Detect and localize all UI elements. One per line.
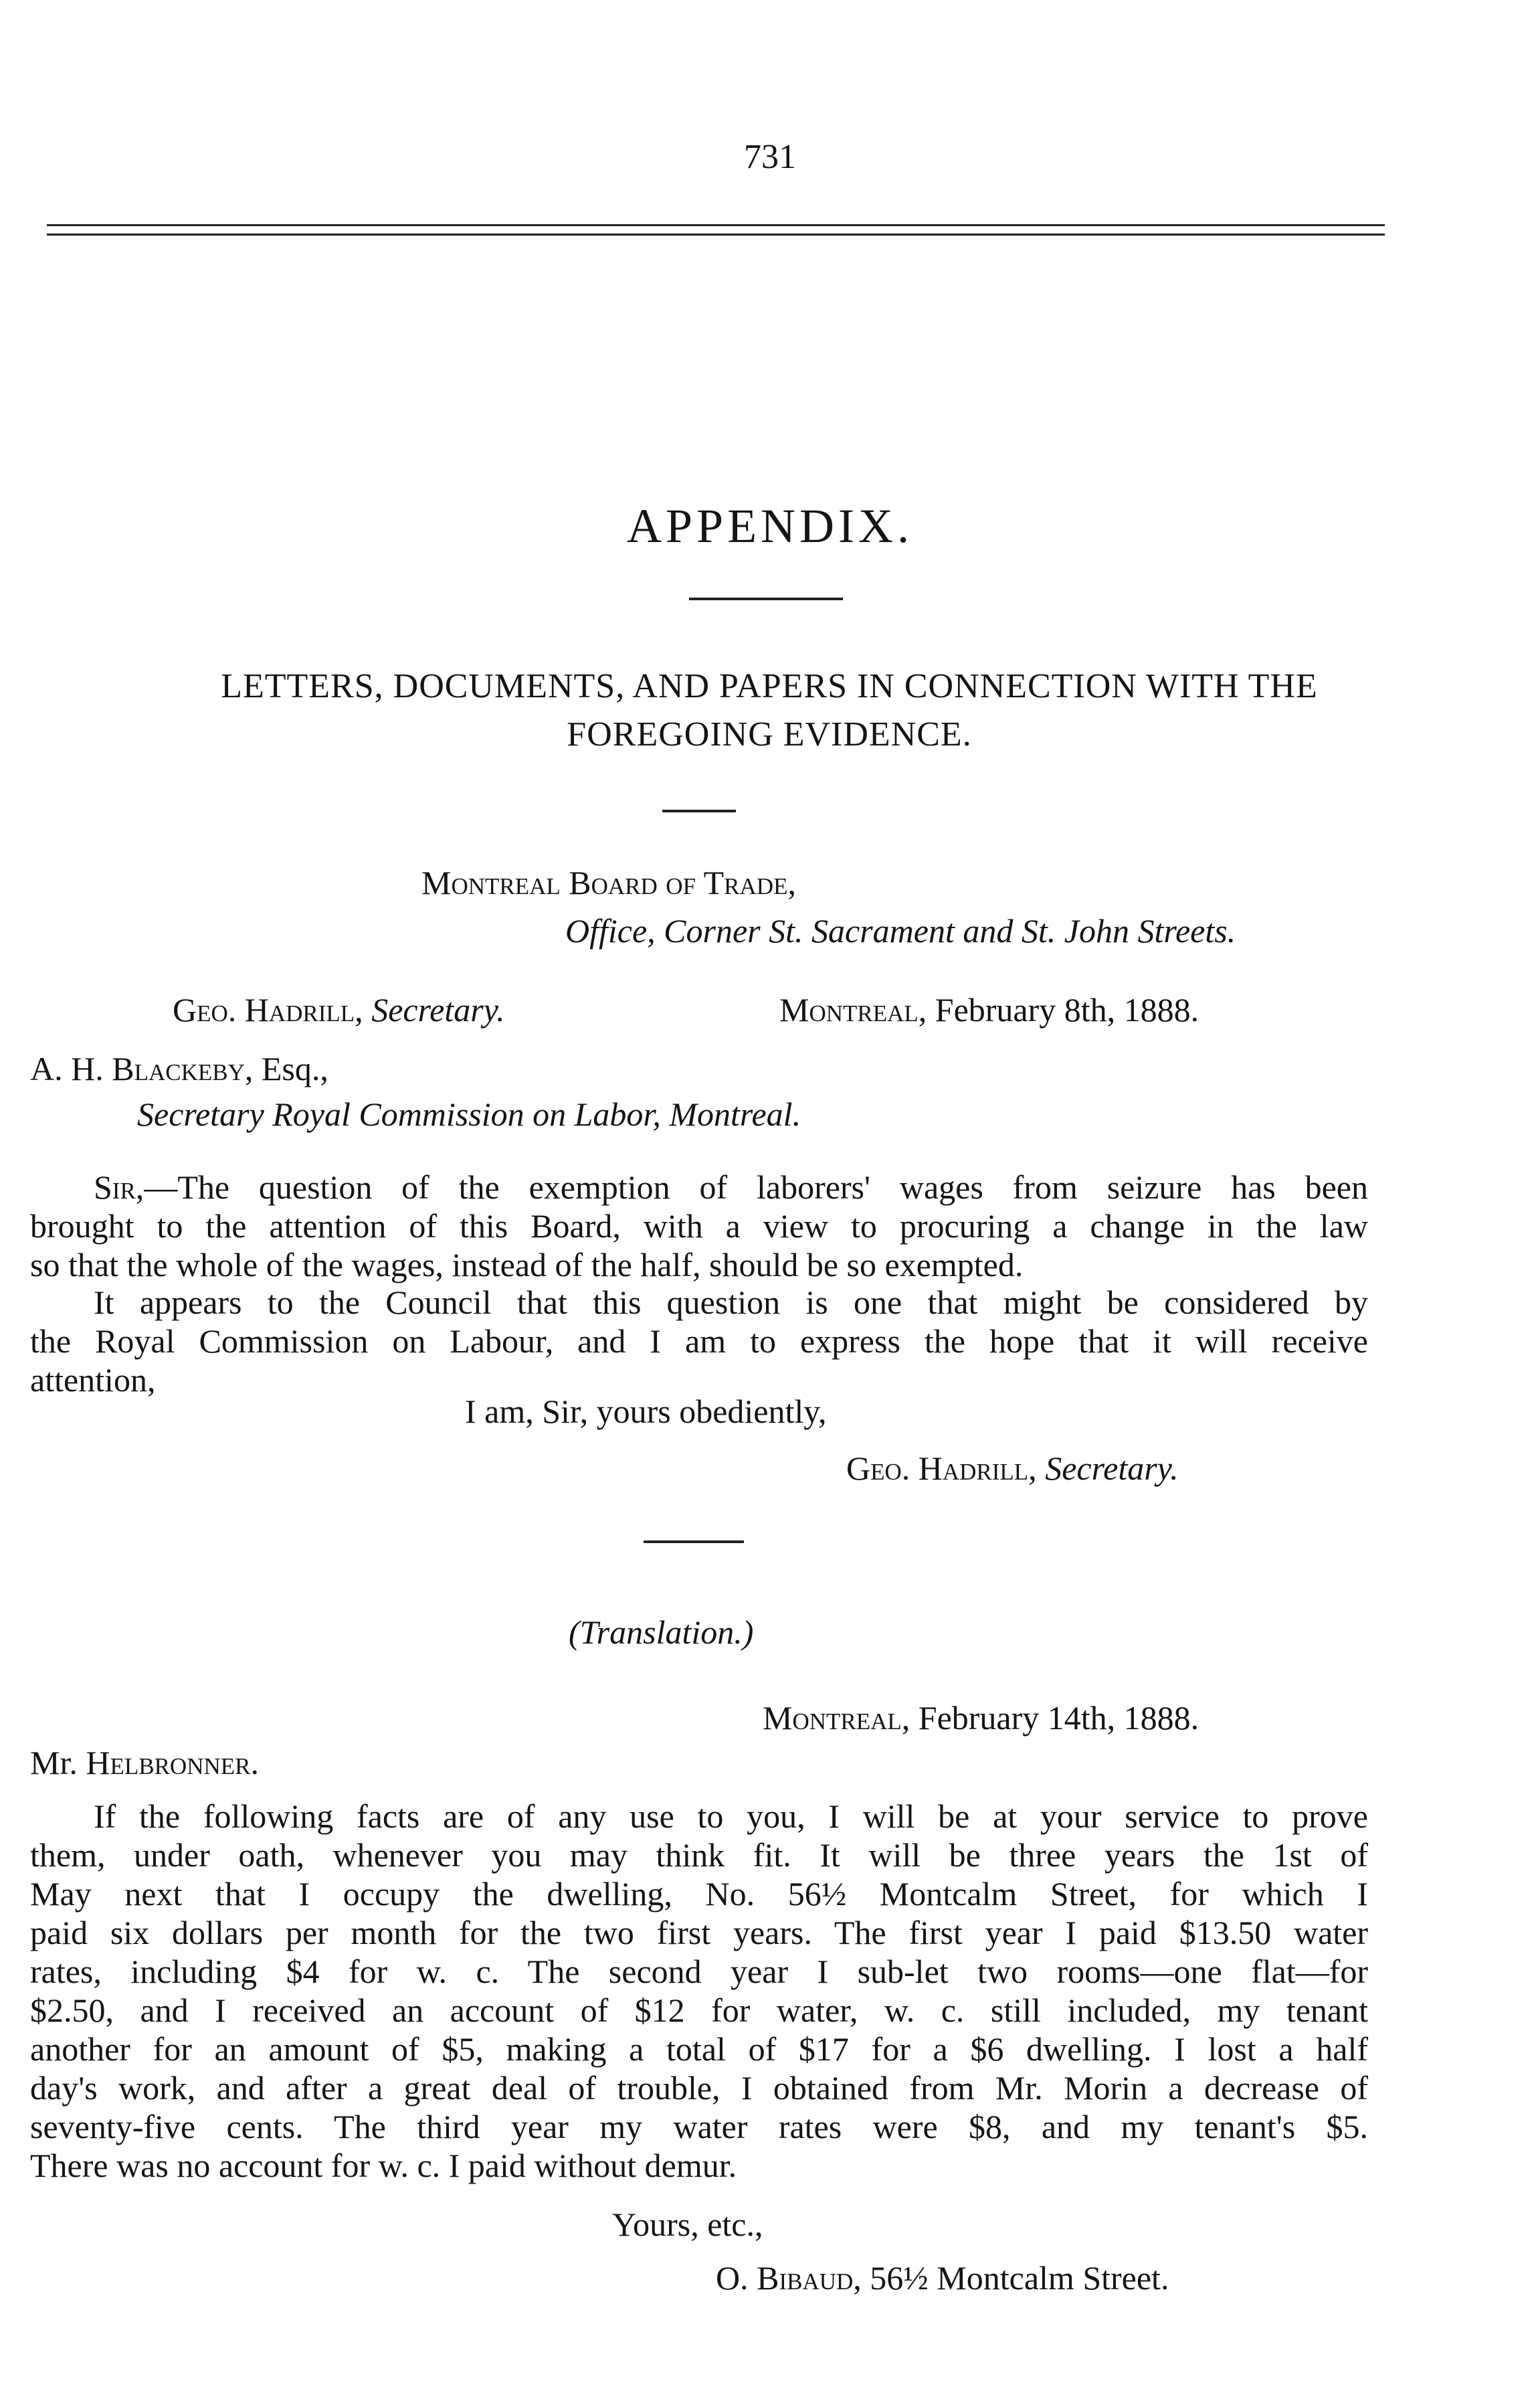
letter2-addressee xyxy=(30,1743,259,1782)
letter2-dateline xyxy=(763,1698,1199,1737)
letter2-body-line-4: paid six dollars per month for the two first years. The first year I paid $13.50 water xyxy=(30,1914,1368,1951)
letter1-paragraph-2 xyxy=(30,1283,1368,1399)
letter2-body-line-9: seventy-five cents. The third year my water rates were $8, and my tenant's $5. xyxy=(30,2108,1368,2145)
letter1-secretary-name: Geo. Hadrill, xyxy=(173,991,363,1029)
letter2-body-line-3: May next that I occupy the dwelling, No. 56½ Montcalm Street, for which I xyxy=(30,1875,1368,1913)
letter1-secretary-title: Secretary. xyxy=(371,991,505,1029)
subtitle-line-2: FOREGOING EVIDENCE. xyxy=(567,715,972,753)
letter1-p1-line-2: brought to the attention of this Board, with a view to procuring a change in the law xyxy=(30,1207,1368,1245)
appendix-title: APPENDIX. xyxy=(626,499,914,553)
appendix-subtitle xyxy=(54,662,1485,759)
letter1-salutation: Sir, xyxy=(94,1168,145,1206)
letter1-office: Office, Corner St. Sacrament and St. John Streets. xyxy=(565,912,1236,950)
letter2-place: Montreal, xyxy=(763,1699,910,1737)
subtitle-line-1: LETTERS, DOCUMENTS, AND PAPERS IN CONNECTION WITH THE xyxy=(221,667,1318,705)
letter1-addressee-suffix: Esq., xyxy=(261,1050,328,1087)
letter2-addressee-prefix: Mr. xyxy=(30,1744,78,1781)
letter1-dateline xyxy=(779,990,1199,1029)
letter-separator-rule xyxy=(644,1540,744,1543)
letter1-signature-title: Secretary. xyxy=(1045,1449,1179,1487)
letter1-addressee-name: A. H. Blackeby, xyxy=(30,1050,254,1087)
letter2-signature xyxy=(716,2258,1169,2297)
letter1-p1-line-3: so that the whole of the wages, instead of the half, should be so exempted. xyxy=(30,1246,1024,1283)
letter1-secretary-line xyxy=(173,990,505,1029)
page-number: 731 xyxy=(744,138,796,176)
letter2-body-line-6: $2.50, and I received an account of $12 for water, w. c. still included, my tenant xyxy=(30,1991,1368,2029)
letter2-body-line-10: There was no account for w. c. I paid without demur. xyxy=(30,2147,737,2184)
letter2-body-line-5: rates, including $4 for w. c. The second year I sub-let two rooms—one flat—for xyxy=(30,1953,1368,1990)
subtitle-rule xyxy=(662,810,736,812)
letter1-date: February 8th, 1888. xyxy=(935,991,1199,1029)
letter1-p2-line-3: attention, xyxy=(30,1361,156,1399)
letter2-body-line-7: another for an amount of $5, making a total of $17 for a $6 dwelling. I lost a half xyxy=(30,2030,1368,2068)
letter1-place: Montreal, xyxy=(779,991,927,1029)
letter1-signature-name: Geo. Hadrill, xyxy=(846,1449,1037,1487)
letter1-addressee xyxy=(30,1049,328,1088)
letter1-paragraph-1 xyxy=(30,1168,1368,1284)
letter1-p2-line-1: It appears to the Council that this question is one that might be considered by xyxy=(94,1283,1368,1321)
letter2-signature-name: O. Bibaud, xyxy=(716,2259,862,2297)
letter1-org: Montreal Board of Trade, xyxy=(421,864,796,901)
letter2-heading: (Translation.) xyxy=(569,1613,754,1651)
letter2-body-line-8: day's work, and after a great deal of trouble, I obtained from Mr. Morin a decrease of xyxy=(30,2069,1368,2107)
title-rule xyxy=(689,598,843,600)
letter1-signature xyxy=(846,1449,1179,1488)
header-double-rule xyxy=(47,224,1385,239)
letter2-closing: Yours, etc., xyxy=(612,2206,763,2243)
letter1-p1-line-1: —The question of the exemption of laborers' wages from seizure has been xyxy=(144,1168,1368,1206)
letter1-addressee-title: Secretary Royal Commission on Labor, Montreal. xyxy=(137,1095,801,1133)
letter1-p2-line-2: the Royal Commission on Labour, and I am to express the hope that it will receive xyxy=(30,1322,1368,1360)
letter2-body-line-1: If the following facts are of any use to you, I will be at your service to prove xyxy=(94,1797,1368,1835)
letter2-signature-address: 56½ Montcalm Street. xyxy=(870,2259,1169,2297)
letter2-addressee-name: Helbronner. xyxy=(86,1744,259,1781)
letter1-closing: I am, Sir, yours obediently, xyxy=(465,1393,827,1430)
letter2-date: February 14th, 1888. xyxy=(918,1699,1199,1737)
letter2-body-line-2: them, under oath, whenever you may think fit. It will be three years the 1st of xyxy=(30,1836,1368,1874)
letter2-body xyxy=(30,1797,1368,2185)
